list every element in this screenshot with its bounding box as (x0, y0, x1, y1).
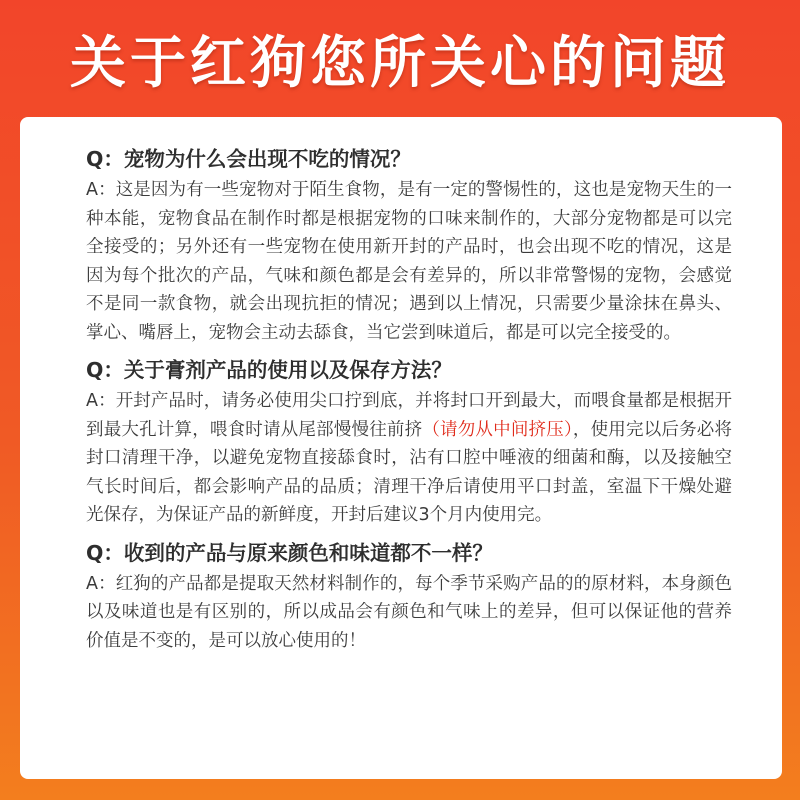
faq-question: Q：宠物为什么会出现不吃的情况？ (86, 147, 411, 171)
faq-question: Q：关于膏剂产品的使用以及保存方法？ (86, 358, 452, 382)
faq-answer: A：红狗的产品都是提取天然材料制作的，每个季节采购产品的的原材料，本身颜色以及味道也是有区别的，所以成品会有颜色和气味上的差异，但可以保证他的营养价值是不变的，是可以放心使用的！ (86, 573, 732, 651)
faq-question: Q：收到的产品与原来颜色和味道都不一样？ (86, 540, 493, 565)
faq-item-color-difference (86, 536, 732, 656)
page-title: 关于红狗您所关心的问题 (70, 31, 730, 96)
faq-answer: A：这是因为有一些宠物对于陌生食物，是有一定的警惕性的，这也是宠物天生的一种本能，宠物食品在制作时都是根据宠物的口味来制作的，大部分宠物都是可以完全接受的；另外还有一些宠物在使用新开封的产品时，也会出现不吃的情况，这是因为每个批次的产品，气味和颜色都是会有差异的，所以非常警惕的宠物，会感觉不是同一款食物，就会出现抗拒的情况；遇到以上情况，只需要少量涂抹在鼻头、掌心、嘴唇上，宠物会主动去舔食，当它尝到味道后，都是可以完全接受的。 (86, 180, 732, 343)
header-banner (0, 0, 800, 118)
faq-answer-text: ，使用完以后务必将封口清理干净，以避免宠物直接舔食时，沾有口腔中唾液的细菌和酶，以及接触空气长时间后，都会影响产品的品质；清理干净后请使用平口封盖，室温下干燥处避光保存，为保证产品的新鲜度，开封后建议3个月内使用完。 (86, 419, 733, 525)
faq-answer-warning: （请勿从中间挤压） (422, 419, 573, 440)
faq-item-not-eating (86, 142, 732, 347)
faq-card (20, 117, 782, 779)
faq-answer-text: A：开封产品时，请务必使用尖口拧到底，并将封口开到最大，而喂食量都是根据开到最大孔计算，喂食时请从尾部慢慢往前挤 (86, 391, 732, 440)
faq-answer (86, 387, 732, 530)
faq-item-paste-usage (86, 353, 732, 530)
